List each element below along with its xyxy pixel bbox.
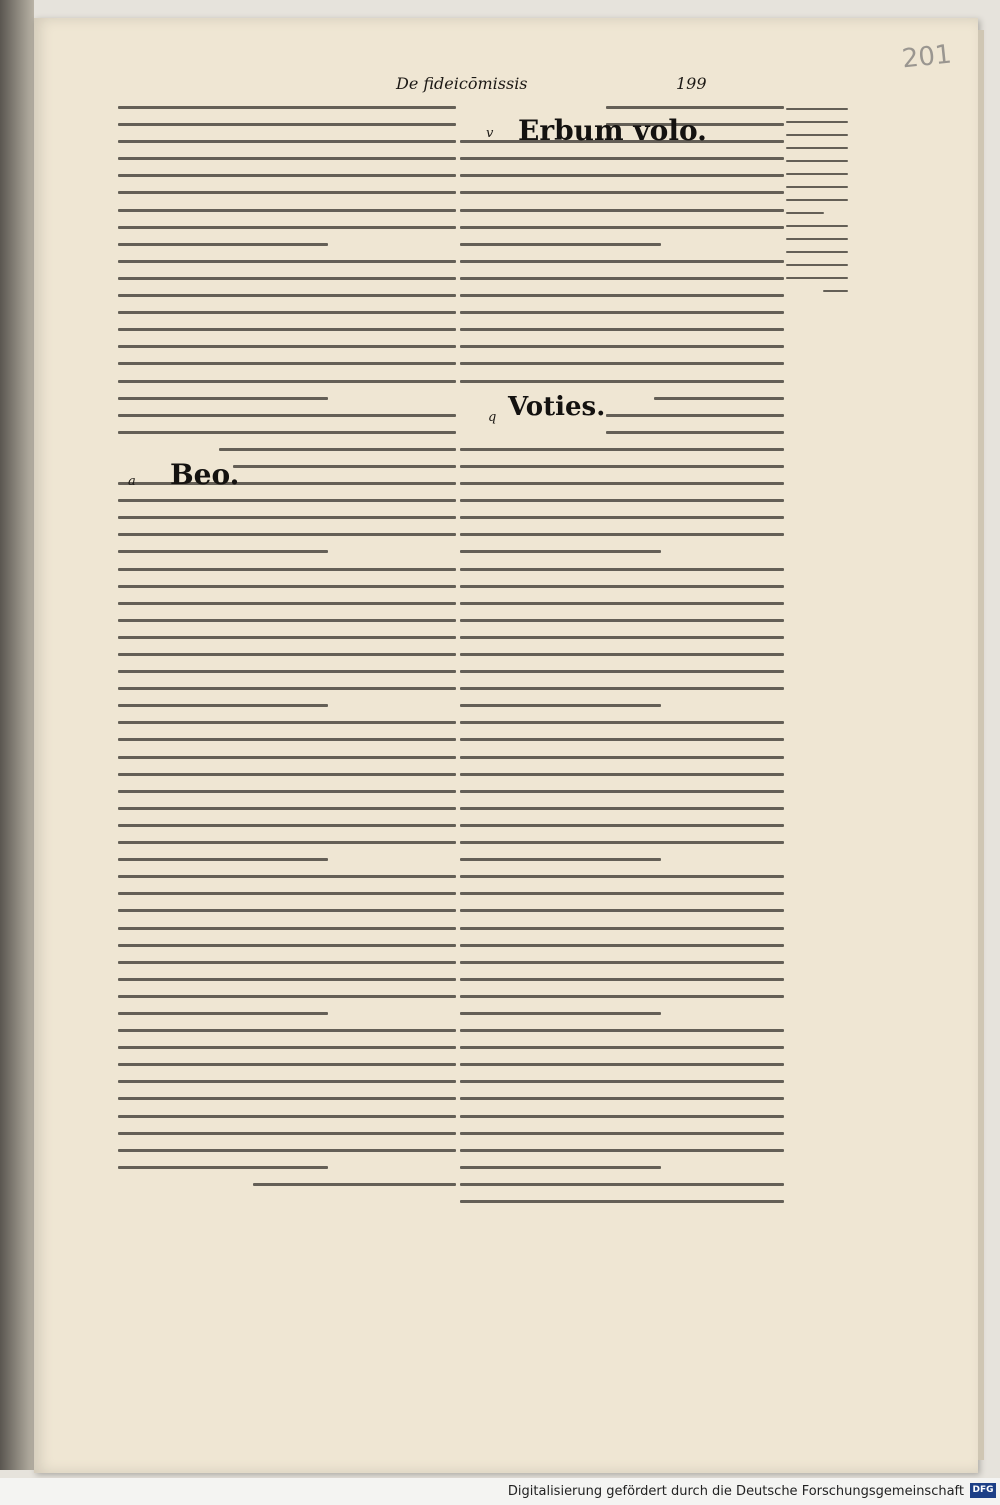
text-line bbox=[460, 465, 784, 468]
text-line bbox=[460, 1012, 661, 1015]
text-line bbox=[786, 160, 848, 162]
text-line bbox=[233, 465, 456, 468]
text-line bbox=[118, 773, 456, 776]
text-line bbox=[786, 173, 848, 175]
page-number: 199 bbox=[676, 74, 707, 93]
text-line bbox=[460, 875, 784, 878]
margin-letter-q: q bbox=[488, 410, 497, 425]
text-line bbox=[460, 516, 784, 519]
text-line bbox=[118, 277, 456, 280]
text-line bbox=[118, 978, 456, 981]
footer-bar bbox=[0, 1478, 1000, 1505]
footer-credit: Digitalisierung gefördert durch die Deutsche Forschungsgemeinschaft bbox=[507, 1484, 964, 1499]
text-line bbox=[460, 944, 784, 947]
text-line bbox=[118, 927, 456, 930]
text-line bbox=[118, 704, 328, 707]
text-line bbox=[460, 619, 784, 622]
text-line bbox=[460, 191, 784, 194]
text-line bbox=[118, 414, 456, 417]
text-line bbox=[118, 841, 456, 844]
text-line bbox=[460, 602, 784, 605]
left-text-column bbox=[118, 106, 456, 1214]
text-line bbox=[118, 875, 456, 878]
dfg-logo: DFG bbox=[970, 1483, 996, 1498]
text-line bbox=[118, 602, 456, 605]
text-line bbox=[118, 140, 456, 143]
text-line bbox=[118, 1149, 456, 1152]
text-line bbox=[118, 106, 456, 109]
text-line bbox=[253, 1183, 456, 1186]
text-line bbox=[460, 568, 784, 571]
text-line bbox=[118, 944, 456, 947]
text-line bbox=[786, 277, 848, 279]
pencil-folio-number: 201 bbox=[900, 39, 954, 75]
text-line bbox=[460, 756, 784, 759]
text-line bbox=[118, 1166, 328, 1169]
text-line bbox=[118, 345, 456, 348]
text-line bbox=[786, 134, 848, 136]
text-line bbox=[460, 773, 784, 776]
text-line bbox=[460, 824, 784, 827]
text-line bbox=[460, 550, 661, 553]
text-line bbox=[460, 961, 784, 964]
text-line bbox=[460, 1097, 784, 1100]
text-line bbox=[118, 1029, 456, 1032]
text-line bbox=[460, 1063, 784, 1066]
text-line bbox=[118, 1115, 456, 1118]
text-line bbox=[786, 199, 848, 201]
text-line bbox=[118, 995, 456, 998]
margin-letter-a: a bbox=[128, 474, 136, 489]
text-line bbox=[460, 277, 784, 280]
text-line bbox=[460, 670, 784, 673]
text-line bbox=[460, 533, 784, 536]
running-head: De fideicōmissis bbox=[396, 74, 528, 93]
marginal-note-column bbox=[786, 108, 848, 313]
text-line bbox=[118, 807, 456, 810]
text-line bbox=[460, 841, 784, 844]
margin-letter-v: v bbox=[486, 126, 494, 141]
text-line bbox=[460, 687, 784, 690]
text-line bbox=[118, 431, 456, 434]
text-line bbox=[786, 212, 824, 214]
text-line bbox=[460, 380, 784, 383]
text-line bbox=[786, 121, 848, 123]
text-line bbox=[823, 290, 848, 292]
text-line bbox=[118, 892, 456, 895]
initial-voties: Voties. bbox=[508, 392, 606, 422]
text-line bbox=[118, 961, 456, 964]
text-line bbox=[118, 362, 456, 365]
text-line bbox=[118, 1080, 456, 1083]
page-stack-edge bbox=[978, 30, 984, 1460]
text-line bbox=[606, 414, 784, 417]
text-line bbox=[118, 226, 456, 229]
text-line bbox=[118, 482, 456, 485]
text-line bbox=[118, 191, 456, 194]
text-line bbox=[118, 670, 456, 673]
text-line bbox=[460, 311, 784, 314]
text-line bbox=[118, 550, 328, 553]
text-line bbox=[460, 157, 784, 160]
text-line bbox=[460, 892, 784, 895]
text-line bbox=[460, 1200, 784, 1203]
text-line bbox=[460, 858, 661, 861]
text-line bbox=[118, 909, 456, 912]
text-line bbox=[786, 251, 848, 253]
initial-beo: Beo. bbox=[170, 458, 240, 491]
text-line bbox=[786, 225, 848, 227]
text-line bbox=[118, 756, 456, 759]
text-line bbox=[786, 147, 848, 149]
text-line bbox=[786, 238, 848, 240]
text-line bbox=[460, 362, 784, 365]
text-line bbox=[460, 1149, 784, 1152]
text-line bbox=[118, 516, 456, 519]
text-line bbox=[460, 995, 784, 998]
text-line bbox=[118, 123, 456, 126]
text-line bbox=[460, 738, 784, 741]
text-line bbox=[460, 1115, 784, 1118]
text-line bbox=[118, 738, 456, 741]
text-line bbox=[460, 1183, 784, 1186]
text-line bbox=[460, 927, 784, 930]
text-line bbox=[118, 209, 456, 212]
text-line bbox=[219, 448, 456, 451]
text-line bbox=[606, 431, 784, 434]
text-line bbox=[118, 243, 328, 246]
text-line bbox=[118, 157, 456, 160]
text-line bbox=[118, 311, 456, 314]
text-line bbox=[460, 209, 784, 212]
text-line bbox=[786, 264, 848, 266]
text-line bbox=[460, 448, 784, 451]
text-line bbox=[118, 1063, 456, 1066]
text-line bbox=[118, 568, 456, 571]
text-line bbox=[118, 790, 456, 793]
text-line bbox=[460, 1166, 661, 1169]
book-binding-edge bbox=[0, 0, 34, 1470]
text-line bbox=[460, 328, 784, 331]
text-line bbox=[460, 243, 661, 246]
text-line bbox=[118, 397, 328, 400]
text-line bbox=[460, 807, 784, 810]
text-line bbox=[460, 653, 784, 656]
text-line bbox=[118, 328, 456, 331]
text-line bbox=[118, 294, 456, 297]
text-line bbox=[460, 226, 784, 229]
text-line bbox=[460, 482, 784, 485]
text-line bbox=[460, 1080, 784, 1083]
text-line bbox=[460, 1029, 784, 1032]
text-line bbox=[118, 174, 456, 177]
text-line bbox=[460, 294, 784, 297]
text-line bbox=[460, 978, 784, 981]
text-line bbox=[460, 585, 784, 588]
text-line bbox=[118, 1097, 456, 1100]
text-line bbox=[118, 636, 456, 639]
text-line bbox=[118, 824, 456, 827]
text-line bbox=[118, 721, 456, 724]
text-line bbox=[654, 397, 784, 400]
text-line bbox=[460, 499, 784, 502]
text-line bbox=[118, 499, 456, 502]
initial-verbum: Erbum volo. bbox=[518, 114, 707, 147]
text-line bbox=[118, 619, 456, 622]
text-line bbox=[460, 790, 784, 793]
text-line bbox=[118, 687, 456, 690]
text-line bbox=[118, 858, 328, 861]
text-line bbox=[118, 585, 456, 588]
text-line bbox=[118, 1012, 328, 1015]
text-line bbox=[460, 174, 784, 177]
text-line bbox=[460, 909, 784, 912]
text-line bbox=[118, 1046, 456, 1049]
text-line bbox=[460, 704, 661, 707]
text-line bbox=[786, 186, 848, 188]
text-line bbox=[118, 653, 456, 656]
text-line bbox=[118, 533, 456, 536]
text-line bbox=[460, 636, 784, 639]
text-line bbox=[460, 345, 784, 348]
text-line bbox=[118, 380, 456, 383]
text-line bbox=[118, 260, 456, 263]
text-line bbox=[786, 108, 848, 110]
text-line bbox=[460, 1132, 784, 1135]
text-line bbox=[460, 721, 784, 724]
right-text-column bbox=[460, 106, 784, 1236]
text-line bbox=[460, 1046, 784, 1049]
text-line bbox=[460, 260, 784, 263]
text-line bbox=[118, 1132, 456, 1135]
text-line bbox=[606, 106, 784, 109]
